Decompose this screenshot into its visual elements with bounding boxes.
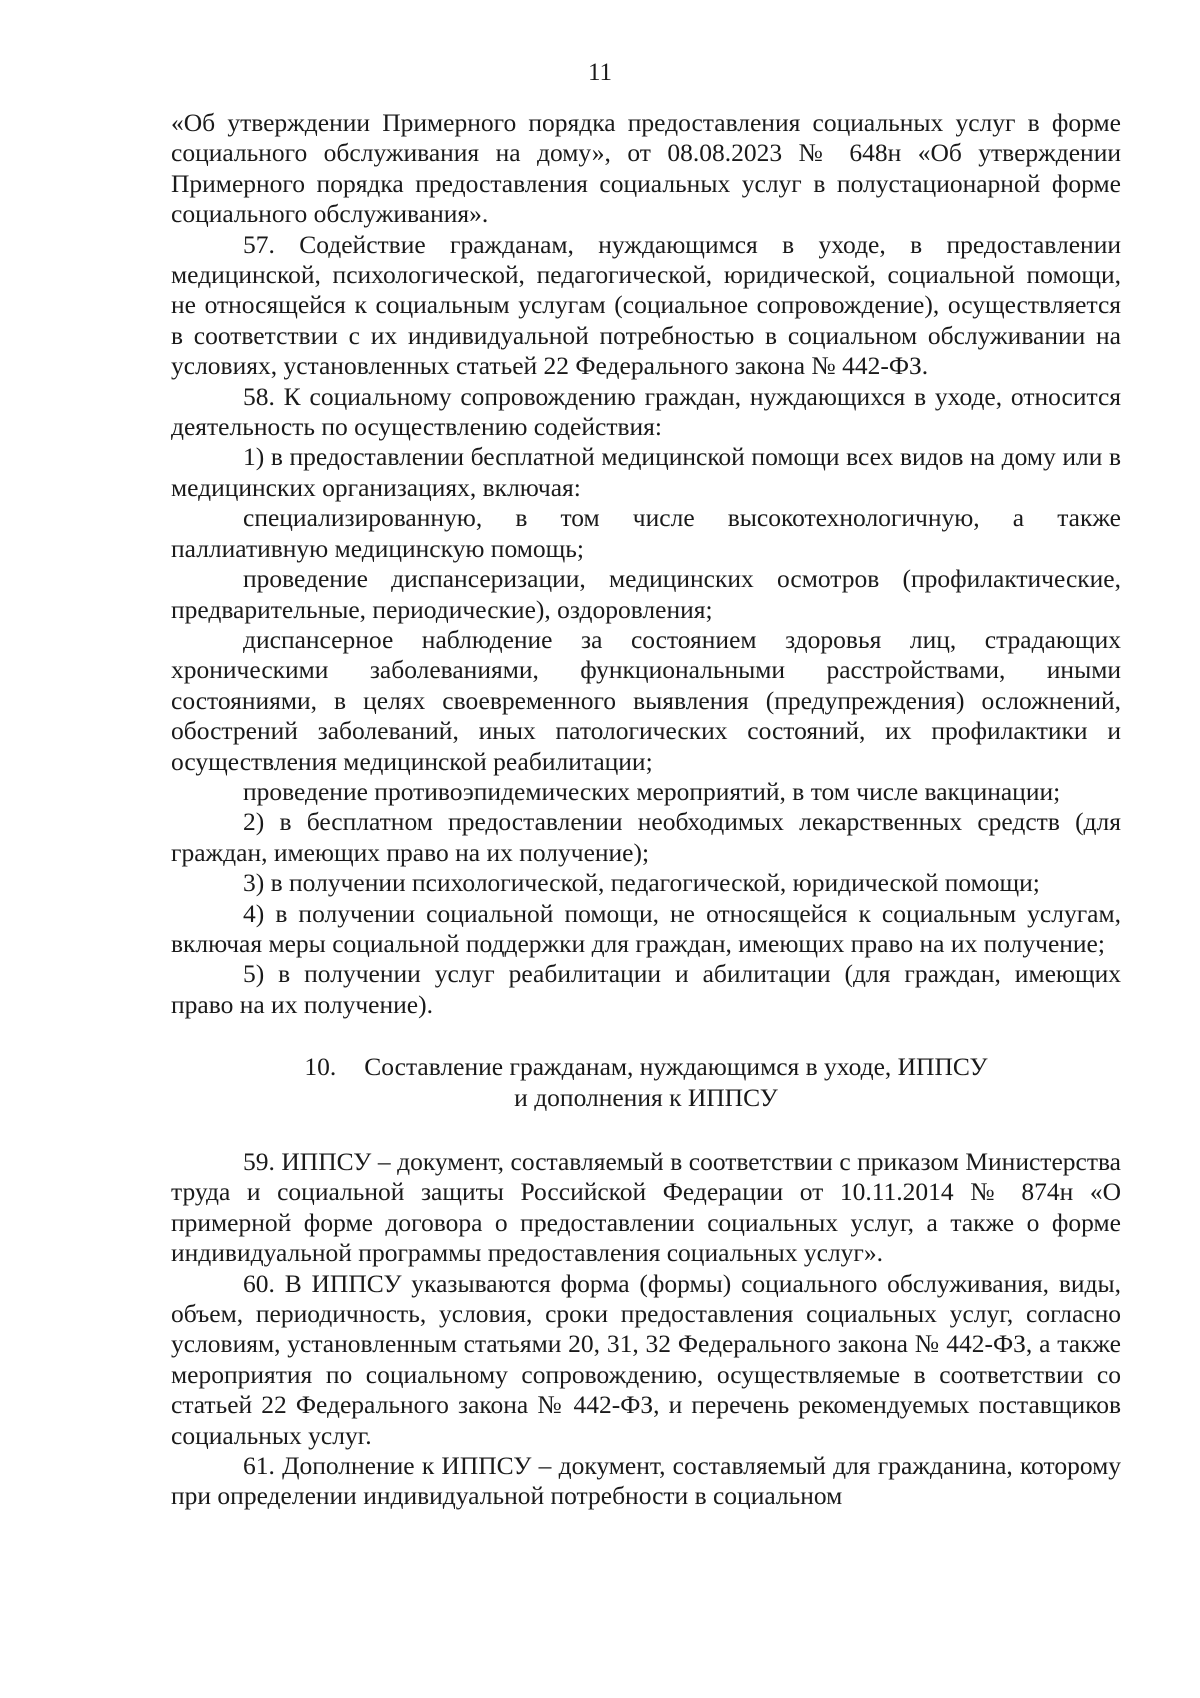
section-title-line1: Составление гражданам, нуждающимся в уходе, ИППСУ: [364, 1052, 988, 1082]
section-title-line2: и дополнения к ИППСУ: [514, 1082, 778, 1112]
section-heading: [171, 1052, 1121, 1113]
document-body: [171, 108, 1121, 1512]
paragraph: 1) в предоставлении бесплатной медицинской помощи всех видов на дому или в медицинских организациях, включая:: [171, 442, 1121, 502]
paragraph: проведение диспансеризации, медицинских осмотров (профилактические, предварительные, периодические), оздоровления;: [171, 564, 1121, 624]
section-heading-line1: [171, 1052, 1121, 1082]
page-number: 11: [587, 59, 613, 86]
paragraph: 2) в бесплатном предоставлении необходимых лекарственных средств (для граждан, имеющих право на их получение);: [171, 807, 1121, 867]
paragraphs-after-section: [171, 1147, 1121, 1512]
paragraphs-before-section: [171, 108, 1121, 1020]
paragraph: 59. ИППСУ – документ, составляемый в соответствии с приказом Министерства труда и социальной защиты Российской Федерации от 10.11.2014 № 874н «О примерной форме договора о предоставлении социальных услуг, а также о форме индивидуальной программы предоставления социальных услуг».: [171, 1147, 1121, 1268]
paragraph: 61. Дополнение к ИППСУ – документ, составляемый для гражданина, которому при определении индивидуальной потребности в социальном: [171, 1451, 1121, 1511]
paragraph: 58. К социальному сопровождению граждан, нуждающихся в уходе, относится деятельность по осуществлению содействия:: [171, 381, 1121, 442]
paragraph: 3) в получении психологической, педагогической, юридической помощи;: [243, 868, 1040, 898]
paragraph: проведение противоэпидемических мероприятий, в том числе вакцинации;: [243, 776, 1061, 806]
paragraph: 4) в получении социальной помощи, не относящейся к социальным услугам, включая меры социальной поддержки для граждан, имеющих право на их получение;: [171, 898, 1121, 958]
paragraph: специализированную, в том числе высокотехнологичную, а также паллиативную медицинскую помощь;: [171, 503, 1121, 563]
paragraph: 57. Содействие гражданам, нуждающимся в уходе, в предоставлении медицинской, психологической, педагогической, юридической, социальной помощи, не относящейся к социальным услугам (социальное сопровождение), осуществляется в соответствии с их индивидуальной потребностью в социальном обслуживании на условиях, установленных статьей 22 Федерального закона № 442-ФЗ.: [171, 229, 1121, 381]
paragraph: 60. В ИППСУ указываются форма (формы) социального обслуживания, виды, объем, периодичность, условия, сроки предоставления социальных услуг, согласно условиям, установленным статьями 20, 31, 32 Федерального закона № 442-ФЗ, а также мероприятия по социальному сопровождению, осуществляемые в соответствии со статьей 22 Федерального закона № 442-ФЗ, и перечень рекомендуемых поставщиков социальных услуг.: [171, 1268, 1121, 1450]
paragraph: диспансерное наблюдение за состоянием здоровья лиц, страдающих хроническими заболеваниями, функциональными расстройствами, иными состояниями, в целях своевременного выявления (предупреждения) осложнений, обострений заболеваний, иных патологических состояний, их профилактики и осуществления медицинской реабилитации;: [171, 624, 1121, 776]
section-number: 10.: [304, 1052, 337, 1082]
paragraph: «Об утверждении Примерного порядка предоставления социальных услуг в форме социального обслуживания на дому», от 08.08.2023 № 648н «Об утверждении Примерного порядка предоставления социальных услуг в полустационарной форме социального обслуживания».: [171, 108, 1121, 229]
paragraph: 5) в получении услуг реабилитации и абилитации (для граждан, имеющих право на их получение).: [171, 959, 1121, 1019]
